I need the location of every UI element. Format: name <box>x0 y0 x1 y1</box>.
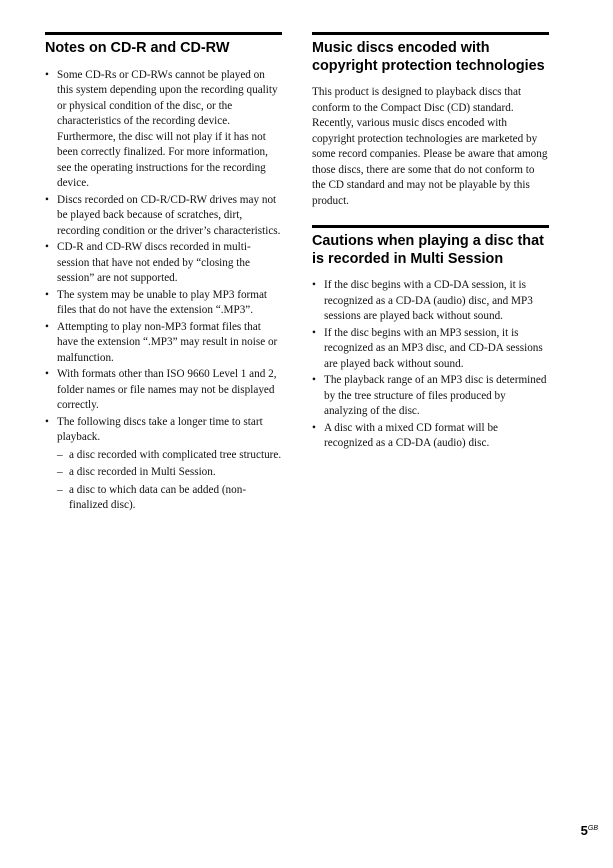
list-item: • Some CD-Rs or CD-RWs cannot be played on this system depending upon the recording quality or physical condition of the disc, or the characteristics of the recording device. Furthermore, the disc will not play if it has not been correctly finalized. For more information, see the operating instructions for the recording device. <box>45 68 282 192</box>
list-item: • The playback range of an MP3 disc is determined by the tree structure of files produced by analyzing of the disc. <box>312 373 549 420</box>
left-column <box>45 32 282 516</box>
page-number <box>581 822 598 840</box>
list-item: • A disc with a mixed CD format will be recognized as a CD-DA (audio) disc. <box>312 421 549 452</box>
list-item: • The system may be unable to play MP3 format files that do not have the extension “.MP3”. <box>45 288 282 319</box>
multi-session-cautions-section <box>312 225 549 452</box>
page-number-value: 5 <box>580 823 588 838</box>
longer-playback-sublist <box>57 448 282 514</box>
list-item-text: The following discs take a longer time to start playback. <box>57 415 263 443</box>
cd-r-notes-list <box>45 68 282 514</box>
list-item: • Discs recorded on CD-R/CD-RW drives may not be played back because of scratches, dirt, recording condition or the driver’s characteristics. <box>45 193 282 240</box>
copyright-protection-section <box>312 32 549 209</box>
list-item-longer-playback <box>45 415 282 514</box>
list-item: • With formats other than ISO 9660 Level 1 and 2, folder names or file names may not be displayed correctly. <box>45 367 282 414</box>
list-item: • If the disc begins with a CD-DA session, it is recognized as a CD-DA (audio) disc, and MP3 sessions are played back without sound. <box>312 278 549 325</box>
list-item: • Attempting to play non-MP3 format files that have the extension “.MP3” may result in noise or malfunction. <box>45 320 282 367</box>
list-item: • CD-R and CD-RW discs recorded in multi-session that have not ended by “closing the session” are not supported. <box>45 240 282 287</box>
copyright-protection-heading: Music discs encoded with copyright protection technologies <box>312 40 545 74</box>
cd-r-notes-section <box>45 32 282 514</box>
sub-list-item: – a disc recorded with complicated tree structure. <box>57 448 282 464</box>
multi-session-cautions-heading: Cautions when playing a disc that is recorded in Multi Session <box>312 233 544 267</box>
sub-list-item: – a disc to which data can be added (non-finalized disc). <box>57 483 282 514</box>
cd-r-notes-heading: Notes on CD-R and CD-RW <box>45 40 230 56</box>
right-column <box>312 32 549 453</box>
sub-list-item: – a disc recorded in Multi Session. <box>57 465 282 481</box>
page-region-code: GB <box>587 825 598 832</box>
multi-session-cautions-list <box>312 278 549 452</box>
copyright-protection-text: This product is designed to playback discs that conform to the Compact Disc (CD) standard. Recently, various music discs encoded with copyright protection technologies are marketed by some record companies. Please be aware that among those discs, there are some that do not conform to the CD standard and may not be playable by this product. <box>312 86 548 207</box>
list-item: • If the disc begins with an MP3 session, it is recognized as an MP3 disc, and CD-DA sessions are played back without sound. <box>312 326 549 373</box>
